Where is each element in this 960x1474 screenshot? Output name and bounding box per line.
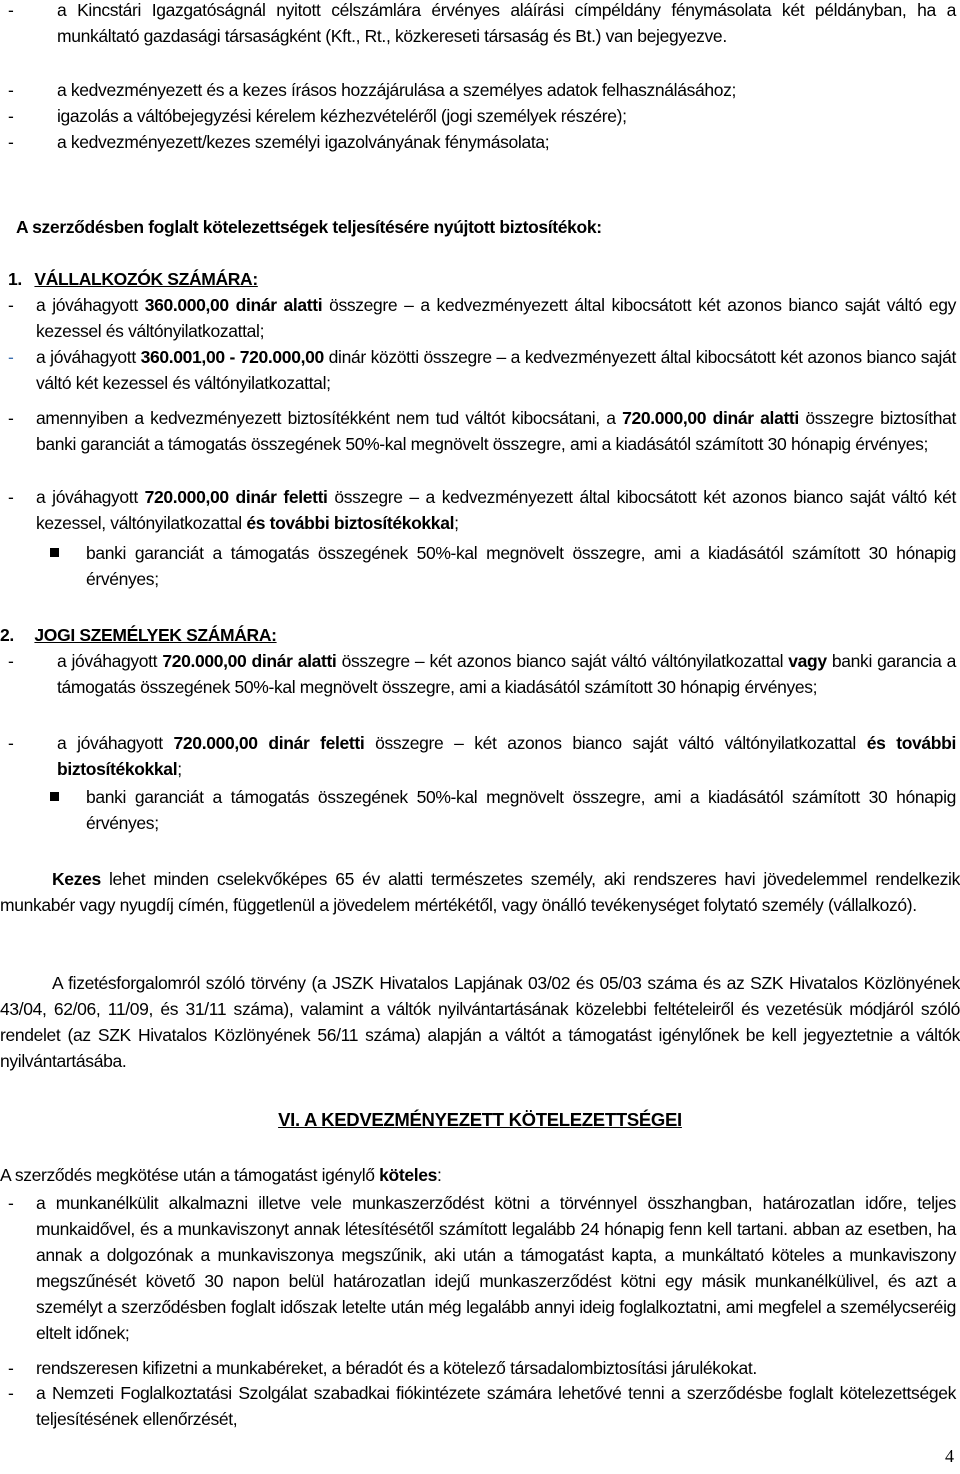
guarantor-paragraph [0,866,960,918]
list-dash: - [8,733,14,753]
list-dash: - [8,1358,14,1378]
list-dash: - [8,132,14,152]
list-item-text: a kedvezményezett/kezes személyi igazolványának fénymásolata; [57,132,550,152]
list-dash: - [8,295,14,315]
bold-amount: 720.000,00 dinár alatti [622,408,799,428]
bold-text: és további biztosítékokkal [57,733,956,779]
list-item-text [57,730,956,782]
bold-term: köteles [379,1165,438,1185]
guarantees-heading: A szerződésben foglalt kötelezettségek teljesítésére nyújtott biztosítékok: [16,217,602,237]
list-item-text: rendszeresen kifizetni a munkabéreket, a béradót és a kötelező társadalombiztosítási járulékokat. [36,1358,757,1378]
list-item-text: a munkanélkülit alkalmazni illetve vele munkaszerződést kötni a törvénnyel összhangban, határozatlan időre, teljes munkaidővel, és a munkaviszonyt annak létesítésétől számított legalább 24 hónapig fenn kell tartani. abban az esetben, ha annak a dolgozónak a munkaviszonya megszűnik, aki után a támogatást kapta, a munkáltató köteles a munkaviszony megszűnését követő 30 napon belül határozatlan idejű munkaszerződést kötni egy másik munkanélkülivel, és azt a személyt a szerződésben foglalt időszak letelte után még legalább annyi ideig foglalkoztatni, ami megfelel a személycseréig eltelt időnek; [36,1193,956,1343]
page-number: 4 [945,1446,954,1466]
bold-text: és további biztosítékokkal [246,513,455,533]
bold-amount: 720.000,00 dinár alatti [162,651,337,671]
text-span: ; [454,513,459,533]
bold-amount: 720.000,00 dinár feletti [144,487,328,507]
square-bullet-icon [50,792,59,801]
bold-term: Kezes [52,869,101,889]
section-title: JOGI SZEMÉLYEK SZÁMÁRA: [34,625,277,645]
text-span: összegre biztosíthat banki garanciát a támogatás összegének 50%-kal megnövelt összegre, ami a kiadásától számított 30 hónapig érvényes; [36,408,956,454]
list-dash: - [8,1383,14,1403]
text-span: összegre – a kedvezményezett által kibocsátott két azonos bianco saját váltó két kezessel, váltónyilatkozattal [36,487,956,533]
list-dash: - [8,347,14,367]
bold-amount: 360.001,00 - 720.000,00 [140,347,324,367]
section-title: VI. A KEDVEZMÉNYEZETT KÖTELEZETTSÉGEI [278,1109,682,1130]
obligations-intro [0,1162,960,1188]
text-span: : [437,1165,442,1185]
list-item-text: a kedvezményezett és a kezes írásos hozzájárulása a személyes adatok felhasználásához; [57,80,737,100]
bold-amount: 360.000,00 dinár alatti [144,295,323,315]
text-span: banki garancia a támogatás összegének 50%-kal megnövelt összegre, ami a kiadásától számított 30 hónapig érvényes; [57,651,956,697]
text-span: a jóváhagyott [36,295,145,315]
list-item-text [36,405,956,457]
list-dash: - [8,651,14,671]
text-span: a jóváhagyott [36,487,145,507]
text-span: ; [177,759,182,779]
bold-amount: 720.000,00 dinár feletti [173,733,365,753]
list-dash: - [8,1193,14,1213]
text-span: a jóváhagyott [36,347,141,367]
section-number: 2. [0,625,14,645]
list-dash: - [8,0,14,20]
text-span: A szerződés megkötése után a támogatást igénylő [0,1165,380,1185]
text-span: lehet minden cselekvőképes 65 év alatti természetes személy, aki rendszeres havi jövedelemmel rendelkezik munkabér vagy nyugdíj címén, függetlenül a jövedelem mértékétől, vagy önálló tevékenységet folytató személy (vállalkozó). [0,869,960,915]
section-2-heading [0,622,277,648]
sub-list-item-text: banki garanciát a támogatás összegének 50%-kal megnövelt összegre, ami a kiadásától számított 30 hónapig érvényes; [86,787,956,833]
section-number: 1. [8,269,22,289]
list-dash: - [8,408,14,428]
list-dash: - [8,487,14,507]
law-paragraph: A fizetésforgalomról szóló törvény (a JSZK Hivatalos Lapjának 03/02 és 05/03 száma és az SZK Hivatalos Közlönyének 43/04, 62/06, 11/09, és 31/11 száma), valamint a váltók nyilvántartásának közelebbi feltételeiről és vezetésük módjáról szóló rendelet (az SZK Hivatalos Közlönyének 56/11 száma) alapján a váltót a támogatást igénylőnek be kell jegyeztetnie a váltók nyilvántartásába. [0,973,960,1071]
text-span: amennyiben a kedvezményezett biztosítékként nem tud váltót kibocsátani, a [36,408,623,428]
square-bullet-icon [50,548,59,557]
section-title: VÁLLALKOZÓK SZÁMÁRA: [34,269,258,289]
list-item-text: igazolás a váltóbejegyzési kérelem kézhezvételéről (jogi személyek részére); [57,106,627,126]
sub-list-item-text: banki garanciát a támogatás összegének 50%-kal megnövelt összegre, ami a kiadásától számított 30 hónapig érvényes; [86,543,956,589]
text-span: összegre – a kedvezményezett által kibocsátott két azonos bianco saját váltó egy kezessel és váltónyilatkozattal; [36,295,956,341]
text-span: a jóváhagyott [57,651,163,671]
list-item-text: a Nemzeti Foglalkoztatási Szolgálat szabadkai fiókintézete számára lehetővé tenni a szerződésbe foglalt kötelezettségek teljesítésének ellenőrzését, [36,1383,956,1429]
section-6-heading [0,1107,960,1133]
text-span: a jóváhagyott [57,733,174,753]
list-item-text [36,344,956,396]
list-item-text: a Kincstári Igazgatóságnál nyitott célszámlára érvényes aláírási címpéldány fénymásolata két példányban, ha a munkáltató gazdasági társaságként (Kft., Rt., közkereseti társaság és Bt.) van bejegyezve. [57,0,956,46]
list-item-text [36,292,956,344]
text-span: dinár közötti összegre – a kedvezményezett által kibocsátott két azonos bianco saját váltó két kezessel és váltónyilatkozattal; [36,347,956,393]
list-dash: - [8,80,14,100]
list-dash: - [8,106,14,126]
list-item-text [57,648,956,700]
section-1-heading [8,266,258,292]
list-item-text [36,484,956,536]
text-span: összegre – két azonos bianco saját váltó váltónyilatkozattal [336,651,789,671]
text-span: összegre – két azonos bianco saját váltó váltónyilatkozattal [364,733,867,753]
bold-text: vagy [788,651,827,671]
